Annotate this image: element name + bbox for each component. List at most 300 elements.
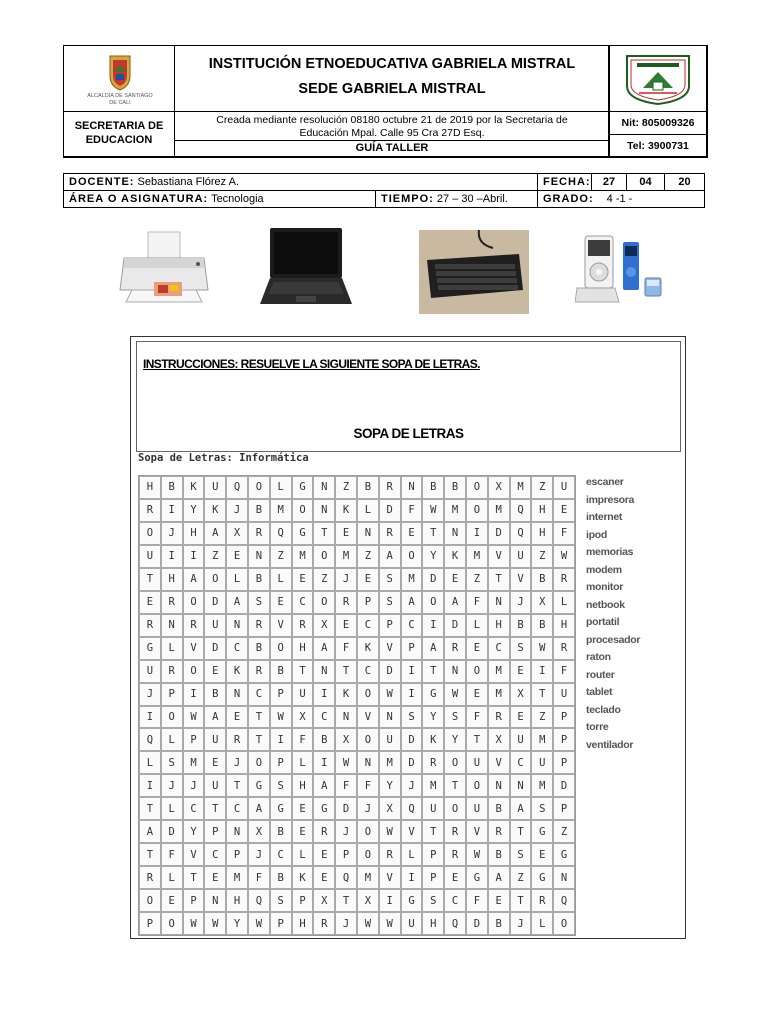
grid-cell: I (401, 660, 423, 683)
grid-cell: O (248, 476, 270, 499)
grid-cell: N (313, 499, 335, 522)
grid-cell: T (335, 660, 357, 683)
grid-cell: R (248, 660, 270, 683)
grid-cell: R (422, 751, 444, 774)
grid-cell: E (292, 568, 314, 591)
grid-cell: M (292, 545, 314, 568)
laptop-image (258, 226, 354, 308)
grid-cell: I (401, 683, 423, 706)
grid-cell: G (139, 637, 161, 660)
grid-cell: N (510, 774, 532, 797)
grid-cell: A (204, 522, 226, 545)
grid-cell: T (139, 843, 161, 866)
grid-cell: N (313, 476, 335, 499)
grid-cell: C (248, 683, 270, 706)
grid-cell: Y (226, 912, 248, 935)
sede-title: SEDE GABRIELA MISTRAL (298, 81, 486, 97)
grid-cell: T (248, 706, 270, 729)
grid-cell: X (335, 728, 357, 751)
grid-cell: E (488, 889, 510, 912)
grid-cell: X (313, 889, 335, 912)
grid-cell: E (204, 660, 226, 683)
fecha-day: 27 (592, 174, 627, 190)
grid-cell: M (466, 545, 488, 568)
tel-text: Tel: 3900731 (627, 140, 689, 152)
grid-cell: O (292, 499, 314, 522)
grid-cell: X (248, 820, 270, 843)
grid-cell: F (466, 706, 488, 729)
grid-cell: S (379, 568, 401, 591)
grid-cell: K (422, 728, 444, 751)
grid-cell: C (510, 751, 532, 774)
grid-cell: A (313, 637, 335, 660)
worksheet-subtitle: Sopa de Letras: Informática (138, 452, 309, 464)
grid-cell: L (292, 843, 314, 866)
grid-cell: Q (226, 476, 248, 499)
grid-cell: U (510, 728, 532, 751)
grid-cell: Z (357, 545, 379, 568)
letter-grid (138, 475, 576, 936)
grado-cell (538, 191, 704, 207)
docente-cell (64, 174, 538, 190)
grid-cell: R (488, 820, 510, 843)
grid-cell: D (553, 774, 575, 797)
grid-cell: B (422, 476, 444, 499)
grid-cell: O (422, 591, 444, 614)
grid-cell: J (139, 683, 161, 706)
nit-text: Nit: 805009326 (621, 117, 695, 129)
grid-cell: C (444, 889, 466, 912)
grid-cell: R (139, 866, 161, 889)
grid-cell: R (226, 728, 248, 751)
grid-cell: A (313, 774, 335, 797)
grid-cell: G (401, 889, 423, 912)
grid-cell: D (335, 797, 357, 820)
grid-cell: W (466, 843, 488, 866)
grid-cell: Q (248, 889, 270, 912)
grid-cell: R (553, 568, 575, 591)
grid-cell: A (183, 568, 205, 591)
grid-cell: D (488, 522, 510, 545)
grid-cell: X (379, 797, 401, 820)
grid-cell: D (204, 637, 226, 660)
grid-cell: J (335, 820, 357, 843)
grid-cell: M (531, 774, 553, 797)
grid-cell: B (161, 476, 183, 499)
docente-label: DOCENTE: (69, 176, 135, 188)
grid-cell: V (510, 568, 532, 591)
grid-cell: T (139, 568, 161, 591)
printer-image (118, 228, 210, 304)
grid-cell: U (466, 751, 488, 774)
grid-cell: M (488, 660, 510, 683)
grid-cell: E (292, 820, 314, 843)
grid-cell: O (466, 499, 488, 522)
guia-cell (174, 140, 610, 158)
grid-cell: Z (466, 568, 488, 591)
grid-cell: I (161, 499, 183, 522)
grid-cell: J (183, 774, 205, 797)
grid-cell: P (292, 889, 314, 912)
grid-cell: Y (422, 706, 444, 729)
grid-cell: G (270, 797, 292, 820)
info-table (63, 173, 705, 208)
grid-cell: H (531, 522, 553, 545)
grid-cell: T (422, 820, 444, 843)
grid-cell: R (379, 476, 401, 499)
grid-cell: N (226, 614, 248, 637)
tiempo-value: 27 – 30 –Abril. (436, 193, 508, 205)
word-item: teclado (586, 703, 621, 716)
grid-cell: R (488, 706, 510, 729)
info-row-docente (64, 174, 704, 191)
grid-cell: O (466, 774, 488, 797)
grid-cell: I (183, 683, 205, 706)
grid-cell: N (444, 522, 466, 545)
word-item: procesador (586, 633, 641, 646)
word-item: modem (586, 563, 622, 576)
grid-cell: X (313, 614, 335, 637)
grid-cell: J (335, 568, 357, 591)
grid-cell: R (248, 614, 270, 637)
grid-cell: E (204, 866, 226, 889)
grid-cell: G (466, 866, 488, 889)
grid-cell: Q (335, 866, 357, 889)
grid-cell: L (270, 476, 292, 499)
grid-cell: C (357, 660, 379, 683)
grid-cell: B (204, 683, 226, 706)
grid-cell: J (510, 912, 532, 935)
grid-cell: C (183, 797, 205, 820)
grid-cell: G (248, 774, 270, 797)
grid-cell: I (466, 522, 488, 545)
grid-cell: U (204, 774, 226, 797)
grado-value: 4 -1 - (606, 193, 633, 205)
grid-cell: D (204, 591, 226, 614)
grid-cell: M (444, 499, 466, 522)
grid-cell: E (226, 545, 248, 568)
grid-cell: O (357, 683, 379, 706)
grid-cell: E (335, 614, 357, 637)
grid-cell: I (139, 774, 161, 797)
grid-cell: E (292, 797, 314, 820)
grid-cell: X (292, 706, 314, 729)
info-row-area (64, 191, 704, 207)
grid-cell: F (466, 889, 488, 912)
grid-cell: Y (183, 499, 205, 522)
grid-cell: D (379, 499, 401, 522)
word-item: memorias (586, 546, 634, 558)
grid-cell: V (466, 820, 488, 843)
word-list (586, 474, 640, 754)
grid-cell: H (292, 774, 314, 797)
grid-cell: F (357, 774, 379, 797)
grid-cell: M (335, 545, 357, 568)
grid-cell: R (139, 499, 161, 522)
grid-cell: H (292, 912, 314, 935)
grid-cell: R (379, 522, 401, 545)
grid-cell: G (422, 683, 444, 706)
grid-cell: K (292, 866, 314, 889)
grid-cell: A (379, 545, 401, 568)
grid-cell: U (401, 912, 423, 935)
grid-cell: O (401, 545, 423, 568)
grid-cell: N (313, 660, 335, 683)
grid-cell: M (270, 499, 292, 522)
grid-cell: P (553, 706, 575, 729)
grid-cell: O (444, 751, 466, 774)
grid-cell: D (466, 912, 488, 935)
grid-cell: H (161, 568, 183, 591)
grid-cell: B (248, 637, 270, 660)
grid-cell: G (531, 820, 553, 843)
grid-cell: I (313, 683, 335, 706)
grid-cell: E (553, 499, 575, 522)
grid-cell: T (466, 728, 488, 751)
grid-cell: C (226, 637, 248, 660)
grid-cell: X (488, 476, 510, 499)
grid-cell: T (422, 660, 444, 683)
grid-cell: Z (531, 706, 553, 729)
grid-cell: N (226, 683, 248, 706)
grid-cell: V (270, 614, 292, 637)
grid-cell: M (422, 774, 444, 797)
grid-cell: P (183, 889, 205, 912)
grid-cell: L (139, 751, 161, 774)
grid-cell: L (531, 912, 553, 935)
grid-cell: O (183, 591, 205, 614)
grid-cell: L (161, 728, 183, 751)
grid-cell: Z (335, 476, 357, 499)
grid-cell: I (422, 614, 444, 637)
word-item: monitor (586, 581, 623, 593)
grid-cell: B (488, 843, 510, 866)
grid-cell: E (270, 591, 292, 614)
grid-cell: O (466, 476, 488, 499)
grid-cell: M (226, 866, 248, 889)
grid-cell: E (204, 751, 226, 774)
grid-cell: V (488, 751, 510, 774)
grid-cell: N (335, 706, 357, 729)
grid-cell: U (422, 797, 444, 820)
grid-cell: X (488, 728, 510, 751)
grid-cell: H (531, 499, 553, 522)
grid-cell: R (444, 637, 466, 660)
grid-cell: O (161, 706, 183, 729)
word-item: portatil (586, 616, 620, 628)
grid-cell: P (204, 820, 226, 843)
word-item: torre (586, 721, 609, 733)
grid-cell: W (379, 912, 401, 935)
grid-cell: F (553, 660, 575, 683)
word-item: router (586, 668, 615, 681)
fecha-label: FECHA: (543, 176, 591, 188)
grid-cell: Z (313, 568, 335, 591)
grid-cell: Z (510, 866, 532, 889)
grid-cell: O (444, 797, 466, 820)
institution-title: INSTITUCIÓN ETNOEDUCATIVA GABRIELA MISTRAL (208, 56, 576, 72)
grid-cell: Y (444, 728, 466, 751)
grid-cell: T (335, 889, 357, 912)
ipod-image (575, 232, 671, 306)
grid-cell: L (553, 591, 575, 614)
grid-cell: B (531, 568, 553, 591)
grid-cell: K (357, 637, 379, 660)
grid-cell: Q (553, 889, 575, 912)
grid-cell: W (204, 912, 226, 935)
grid-cell: T (248, 728, 270, 751)
grid-cell: E (466, 683, 488, 706)
grid-cell: O (183, 660, 205, 683)
grid-cell: S (401, 706, 423, 729)
grid-cell: M (488, 683, 510, 706)
grid-cell: C (204, 843, 226, 866)
worksheet-title: SOPA DE LETRAS (353, 426, 464, 441)
grid-cell: Q (510, 499, 532, 522)
cali-logo (84, 52, 156, 106)
grid-cell: S (531, 797, 553, 820)
grid-cell: M (401, 568, 423, 591)
grid-cell: E (444, 568, 466, 591)
grid-cell: V (357, 706, 379, 729)
grid-cell: O (357, 820, 379, 843)
grid-cell: N (226, 820, 248, 843)
grid-cell: U (139, 545, 161, 568)
word-item: netbook (586, 598, 625, 611)
school-seal-icon (623, 52, 693, 106)
grid-cell: V (488, 545, 510, 568)
grid-cell: B (488, 797, 510, 820)
grid-cell: D (422, 568, 444, 591)
grid-cell: Z (204, 545, 226, 568)
grid-cell: T (444, 774, 466, 797)
grid-cell: R (139, 614, 161, 637)
grid-cell: G (313, 797, 335, 820)
grid-cell: T (510, 889, 532, 912)
grid-cell: A (204, 706, 226, 729)
grid-cell: H (422, 912, 444, 935)
grid-cell: Q (510, 522, 532, 545)
tel-cell (608, 134, 708, 158)
grid-cell: A (444, 591, 466, 614)
grid-cell: J (401, 774, 423, 797)
grid-cell: J (335, 912, 357, 935)
grid-cell: D (379, 660, 401, 683)
grid-cell: L (401, 843, 423, 866)
grid-cell: G (292, 522, 314, 545)
grid-cell: P (139, 912, 161, 935)
grid-cell: P (422, 866, 444, 889)
grid-cell: O (139, 889, 161, 912)
grid-cell: W (248, 912, 270, 935)
grid-cell: R (161, 591, 183, 614)
grid-cell: O (204, 568, 226, 591)
area-label: ÁREA O ASIGNATURA: (69, 193, 209, 205)
area-value: Tecnologia (211, 193, 264, 205)
grid-cell: K (226, 660, 248, 683)
grid-cell: E (313, 866, 335, 889)
grid-cell: E (313, 843, 335, 866)
grid-cell: M (379, 751, 401, 774)
grid-cell: U (553, 476, 575, 499)
grid-cell: S (379, 591, 401, 614)
grid-cell: C (313, 706, 335, 729)
grid-cell: E (401, 522, 423, 545)
grid-cell: B (531, 614, 553, 637)
grid-cell: A (401, 591, 423, 614)
grid-cell: M (183, 751, 205, 774)
grid-cell: I (313, 751, 335, 774)
instructions-box (136, 341, 681, 452)
grid-cell: B (357, 476, 379, 499)
grid-cell: R (553, 637, 575, 660)
grid-cell: I (139, 706, 161, 729)
secretaria-text: SECRETARIA DE EDUCACION (74, 120, 164, 146)
grid-cell: R (444, 843, 466, 866)
grid-cell: F (335, 637, 357, 660)
creada-text: Creada mediante resolución 08180 octubre 21 de 2019 por la Secretaria de Educación Mpal. Calle 95 Cra 27D Esq. (216, 114, 568, 139)
word-item: escaner (586, 476, 624, 488)
grid-cell: E (531, 843, 553, 866)
grid-cell: N (553, 866, 575, 889)
grid-cell: D (444, 614, 466, 637)
grid-cell: F (161, 843, 183, 866)
grid-cell: L (357, 499, 379, 522)
header-table (63, 45, 707, 157)
grid-cell: P (553, 797, 575, 820)
grid-cell: X (226, 522, 248, 545)
grid-cell: O (313, 591, 335, 614)
grid-cell: O (357, 843, 379, 866)
grid-cell: R (248, 522, 270, 545)
grid-cell: U (466, 797, 488, 820)
grid-cell: B (270, 660, 292, 683)
grid-cell: K (444, 545, 466, 568)
grid-cell: E (466, 637, 488, 660)
word-item: raton (586, 651, 611, 663)
grid-cell: B (488, 912, 510, 935)
grid-cell: C (270, 843, 292, 866)
grid-cell: H (488, 614, 510, 637)
grid-cell: R (313, 912, 335, 935)
grid-cell: J (357, 797, 379, 820)
grid-cell: I (183, 545, 205, 568)
grid-cell: J (226, 751, 248, 774)
grid-cell: A (248, 797, 270, 820)
school-logo-cell (608, 45, 708, 112)
grid-cell: S (510, 843, 532, 866)
grid-cell: O (248, 751, 270, 774)
grid-cell: N (401, 476, 423, 499)
grid-cell: Q (270, 522, 292, 545)
grid-cell: Z (553, 820, 575, 843)
grid-cell: I (161, 545, 183, 568)
grid-cell: Y (422, 545, 444, 568)
grid-cell: P (401, 637, 423, 660)
grid-cell: X (357, 889, 379, 912)
grid-cell: N (161, 614, 183, 637)
grid-cell: O (270, 637, 292, 660)
cali-caption: ALCALDÍA DE SANTIAGO DE CALI (87, 93, 153, 106)
grid-cell: J (248, 843, 270, 866)
word-item: tablet (586, 686, 613, 698)
grid-cell: U (531, 751, 553, 774)
grid-cell: M (510, 476, 532, 499)
grid-cell: Z (531, 545, 553, 568)
grid-cell: H (292, 637, 314, 660)
grid-cell: T (488, 568, 510, 591)
grid-cell: A (422, 637, 444, 660)
